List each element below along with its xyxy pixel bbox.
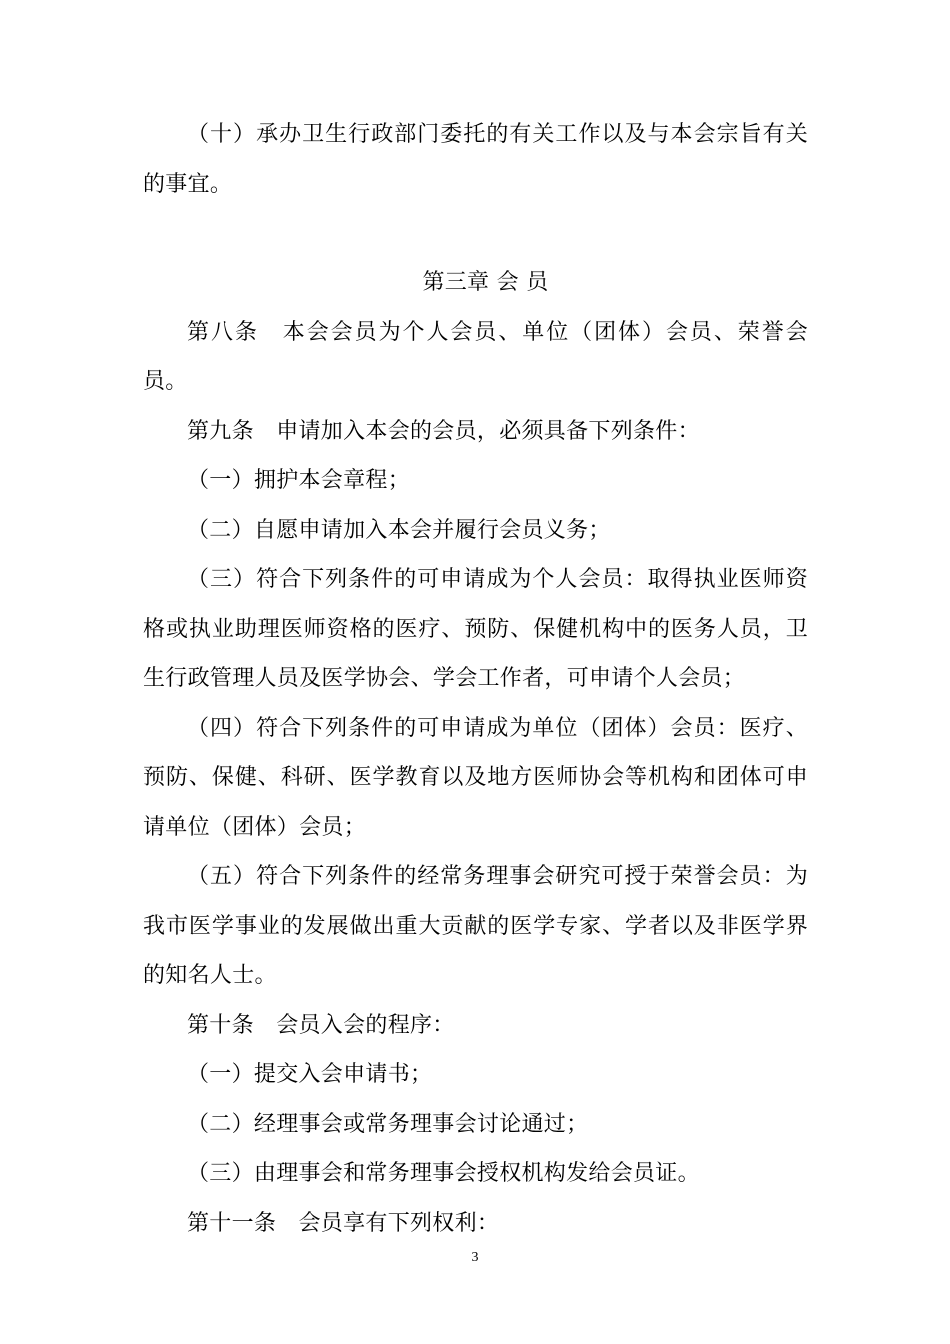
document-body (143, 110, 808, 1248)
article-9-item-5: （五）符合下列条件的经常务理事会研究可授于荣誉会员：为我市医学事业的发展做出重大贡献的医学专家、学者以及非医学界的知名人士。 (143, 864, 808, 988)
article-9-item-2: （二）自愿申请加入本会并履行会员义务； (187, 517, 611, 543)
article-10: 第十条 会员入会的程序： (187, 1012, 455, 1038)
page-number: 3 (471, 1250, 479, 1265)
article-8: 第八条 本会会员为个人会员、单位（团体）会员、荣誉会员。 (143, 319, 808, 394)
article-9-item-3: （三）符合下列条件的可申请成为个人会员：取得执业医师资格或执业助理医师资格的医疗、预防、保健机构中的医务人员，卫生行政管理人员及医学协会、学会工作者，可申请个人会员； (143, 567, 808, 691)
article-11: 第十一条 会员享有下列权利： (187, 1210, 500, 1236)
article-10-item-2: （二）经理事会或常务理事会讨论通过； (187, 1111, 589, 1137)
article-9-item-1: （一）拥护本会章程； (187, 468, 411, 493)
article-10-item-3: （三）由理事会和常务理事会授权机构发给会员证。 (187, 1161, 700, 1186)
paragraph-item-ten: （十）承办卫生行政部门委托的有关工作以及与本会宗旨有关的事宜。 (143, 122, 808, 197)
article-9: 第九条 申请加入本会的会员，必须具备下列条件： (187, 418, 700, 444)
chapter-heading: 第三章 会 员 (422, 270, 549, 295)
article-9-item-4: （四）符合下列条件的可申请成为单位（团体）会员：医疗、预防、保健、科研、医学教育以及地方医师协会等机构和团体可申请单位（团体）会员； (143, 715, 808, 840)
article-10-item-1: （一）提交入会申请书； (187, 1062, 433, 1087)
section-gap (143, 209, 808, 258)
